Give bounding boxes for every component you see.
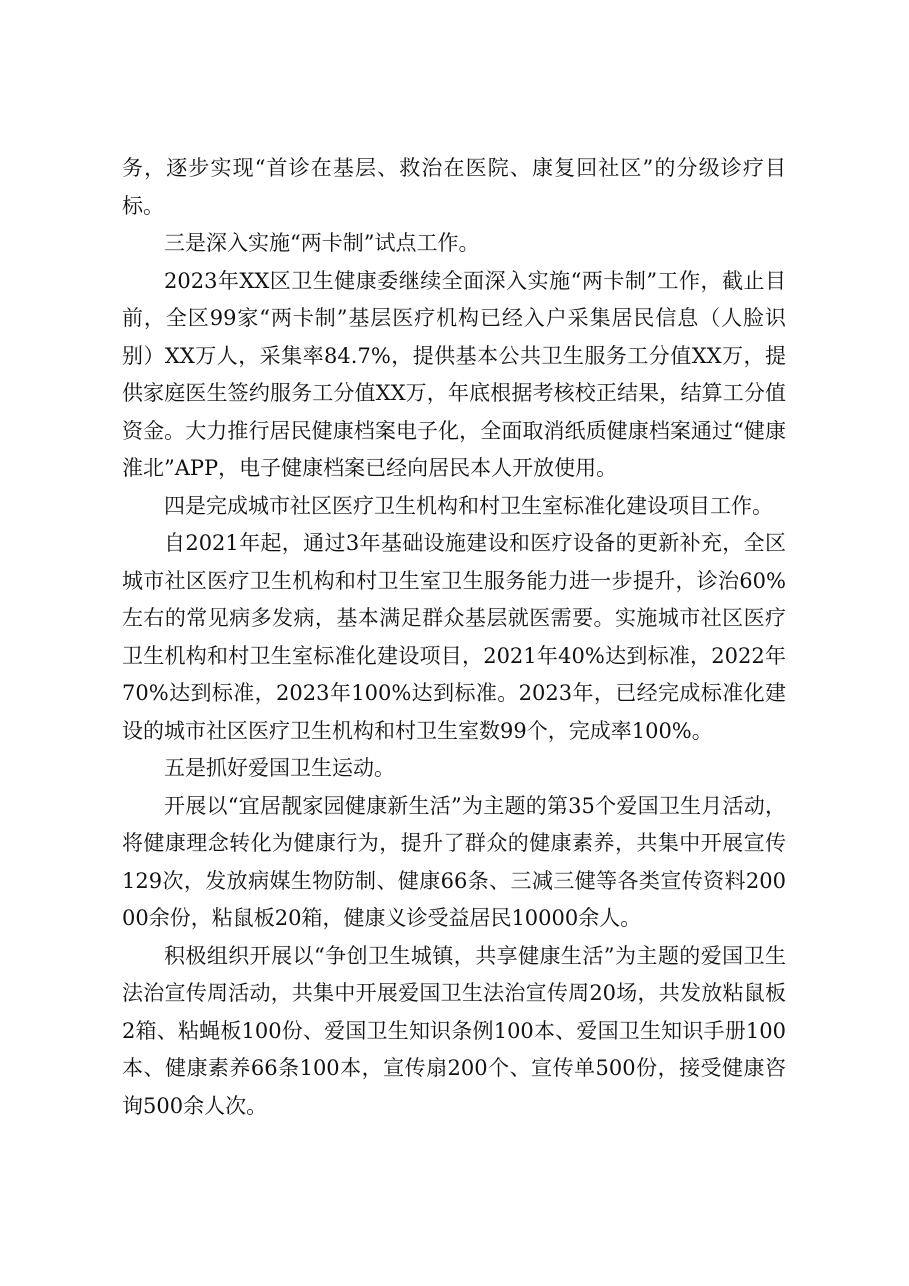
paragraph-continuation: 务，逐步实现“首诊在基层、救治在医院、康复回社区”的分级诊疗目标。: [122, 156, 786, 218]
section-heading-standardization: 四是完成城市社区医疗卫生机构和村卫生室标准化建设项目工作。: [164, 493, 773, 518]
paragraph-legal-week: 积极组织开展以“争创卫生城镇，共享健康生活”为主题的爱国卫生法治宣传周活动，共集中开展爱国卫生法治宣传周20场，共发放粘鼠板2箱、粘蝇板100份、爱国卫生知识条例100本、爱国卫生知识手册100本、健康素养66条100本，宣传扇200个、宣传单500份，接受健康咨询500余人次。: [122, 943, 786, 1118]
section-heading-patriotic-health: 五是抓好爱国卫生运动。: [164, 756, 395, 780]
paragraph-two-card-system: 2023年XX区卫生健康委继续全面深入实施“两卡制”工作，截止目前，全区99家“两卡制”基层医疗机构已经入户采集居民信息（人脸识别）XX万人，采集率84.7%，提供基本公共卫生服务工分值XX万，提供家庭医生签约服务工分值XX万，年底根据考核校正结果，结算工分值资金。大力推行居民健康档案电子化，全面取消纸质健康档案通过“健康淮北”APP，电子健康档案已经向居民本人开放使用。: [122, 268, 786, 480]
paragraph-standardization: 自2021年起，通过3年基础设施建设和医疗设备的更新补充，全区城市社区医疗卫生机构和村卫生室卫生服务能力进一步提升，诊治60%左右的常见病多发病，基本满足群众基层就医需要。实施城市社区医疗卫生机构和村卫生室标准化建设项目，2021年40%达到标准，2022年70%达到标准，2023年100%达到标准。2023年，已经完成标准化建设的城市社区医疗卫生机构和村卫生室数99个，完成率100%。: [122, 531, 786, 743]
section-heading-two-card-system: 三是深入实施“两卡制”试点工作。: [164, 231, 480, 255]
paragraph-health-month: 开展以“宜居靓家园健康新生活”为主题的第35个爱国卫生月活动，将健康理念转化为健康行为，提升了群众的健康素养，共集中开展宣传129次，发放病媒生物防制、健康66条、三减三健等各类宣传资料20000余份，粘鼠板20箱，健康义诊受益居民10000余人。: [122, 793, 786, 930]
document-body: [122, 150, 786, 1125]
